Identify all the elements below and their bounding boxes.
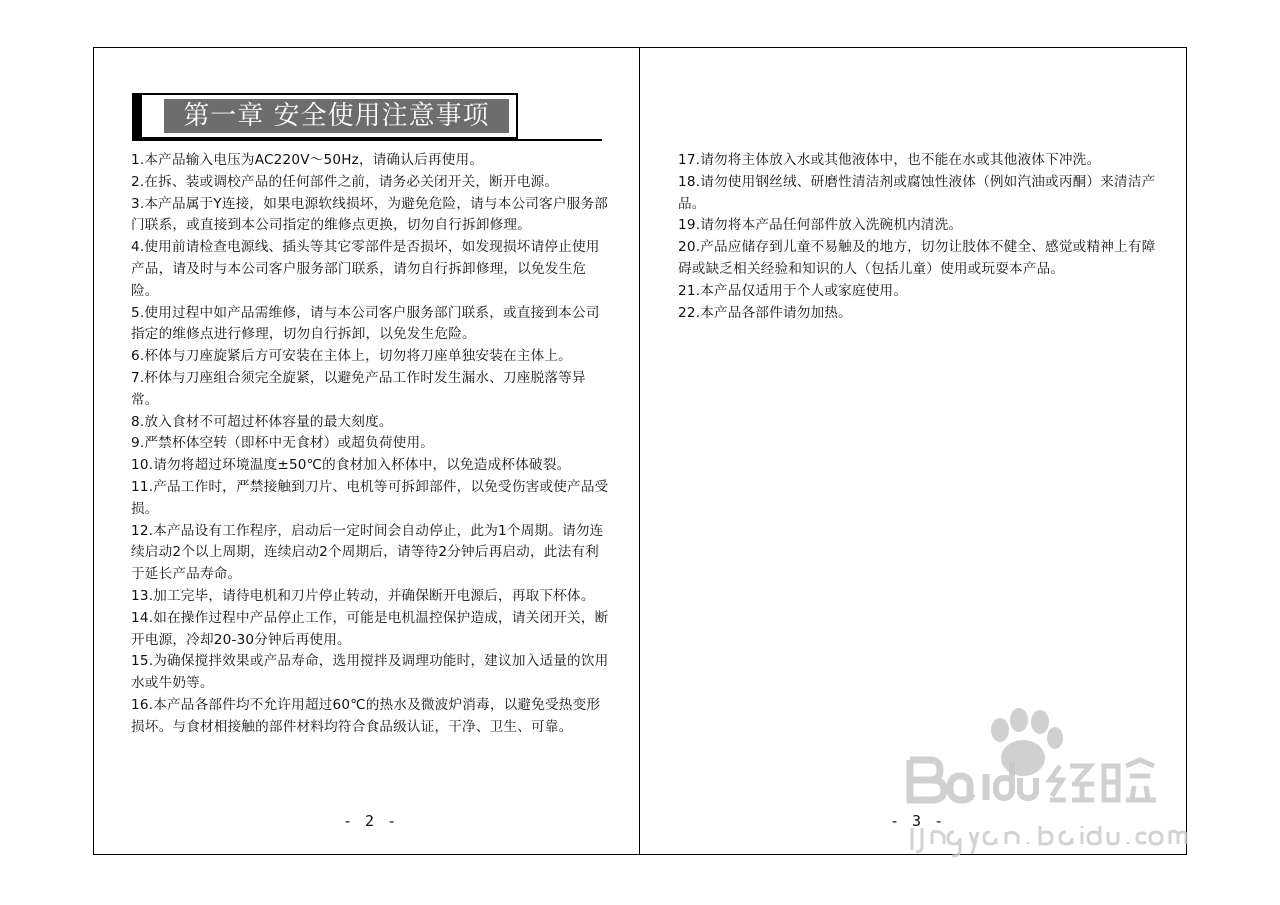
safety-item: 14.如在操作过程中产品停止工作，可能是电机温控保护造成，请关闭开关，断开电源，冷却20-30分钟后再使用。 [131, 609, 609, 648]
safety-item: 1.本产品输入电压为AC220V～50Hz，请确认后再使用。 [131, 152, 484, 168]
bai-logotype [910, 760, 986, 800]
safety-item: 3.本产品属于Y连接，如果电源软线损坏，为避免危险，请与本公司客户服务部门联系，或直接到本公司指定的维修点更换，切勿自行拆卸修理。 [131, 195, 609, 234]
safety-item: 7.杯体与刀座组合须完全旋紧，以避免产品工作时发生漏水、刀座脱落等异常。 [131, 369, 586, 408]
safety-item: 18.请勿使用钢丝绒、研磨性清洁剂或腐蚀性液体（例如汽油或丙酮）来清洁产品。 [678, 173, 1156, 212]
safety-item: 22.本产品各部件请勿加热。 [678, 304, 852, 321]
safety-item: 16.本产品各部件均不允许用超过60℃的热水及微波炉消毒，以避免受热变形损坏。与食材相接触的部件材料均符合食品级认证，干净、卫生、可靠。 [131, 696, 601, 735]
safety-item: 17.请勿将主体放入水或其他液体中，也不能在水或其他液体下冲洗。 [678, 152, 1101, 168]
safety-item: 21.本产品仅适用于个人或家庭使用。 [678, 282, 908, 299]
safety-item: 8.放入食材不可超过杯体容量的最大刻度。 [131, 413, 393, 430]
chapter-heading-box [132, 93, 518, 139]
chapter-title-rule [132, 139, 602, 141]
safety-list-left [131, 150, 611, 739]
page-number-right: - 3 - [890, 812, 946, 830]
safety-item: 11.产品工作时，严禁接触到刀片、电机等可拆卸部件，以免受伤害或使产品受损。 [131, 478, 609, 517]
baidu-jingyan-watermark [900, 700, 1200, 860]
jingyan-url-mark [912, 826, 1186, 856]
safety-item: 9.严禁杯体空转（即杯中无食材）或超负荷使用。 [131, 435, 435, 452]
safety-item: 20.产品应储存到儿童不易触及的地方，切勿让肢体不健全、感觉或精神上有障碍或缺乏相关经验和知识的人（包括儿童）使用或玩耍本产品。 [678, 239, 1156, 277]
safety-item: 2.在拆、装或调校产品的任何部件之前，请务必关闭开关，断开电源。 [131, 173, 559, 190]
chapter-title: 第一章 安全使用注意事项 [164, 99, 509, 133]
jingyan-glyphs [1050, 760, 1156, 800]
safety-item: 10.请勿将超过环境温度±50℃的食材加入杯体中，以免造成杯体破裂。 [131, 457, 571, 474]
safety-item: 19.请勿将本产品任何部件放入洗碗机内清洗。 [678, 217, 963, 234]
chapter-heading-edge [132, 93, 142, 139]
safety-item: 13.加工完毕，请待电机和刀片停止转动，并确保断开电源后，再取下杯体。 [131, 587, 595, 604]
safety-item: 5.使用过程中如产品需维修，请与本公司客户服务部门联系，或直接到本公司指定的维修点进行修理，切勿自行拆卸，以免发生危险。 [131, 304, 600, 343]
safety-item: 12.本产品设有工作程序，启动后一定时间会自动停止，此为1个周期。请勿连续启动2个以上周期，连续启动2个周期后，请等待2分钟后再启动，此法有利于延长产品寿命。 [131, 522, 604, 583]
safety-item: 4.使用前请检查电源线、插头等其它零部件是否损坏，如发现损坏请停止使用产品，请及时与本公司客户服务部门联系，请勿自行拆卸修理，以免发生危险。 [131, 239, 600, 299]
paw-icon [991, 708, 1063, 776]
page-number-left: - 2 - [343, 812, 399, 830]
safety-list-right [678, 150, 1168, 324]
safety-item: 6.杯体与刀座旋紧后方可安装在主体上，切勿将刀座单独安装在主体上。 [131, 348, 572, 365]
safety-item: 15.为确保搅拌效果或产品寿命，选用搅拌及调理功能时，建议加入适量的饮用水或牛奶等。 [131, 653, 609, 692]
page-divider [639, 47, 640, 855]
